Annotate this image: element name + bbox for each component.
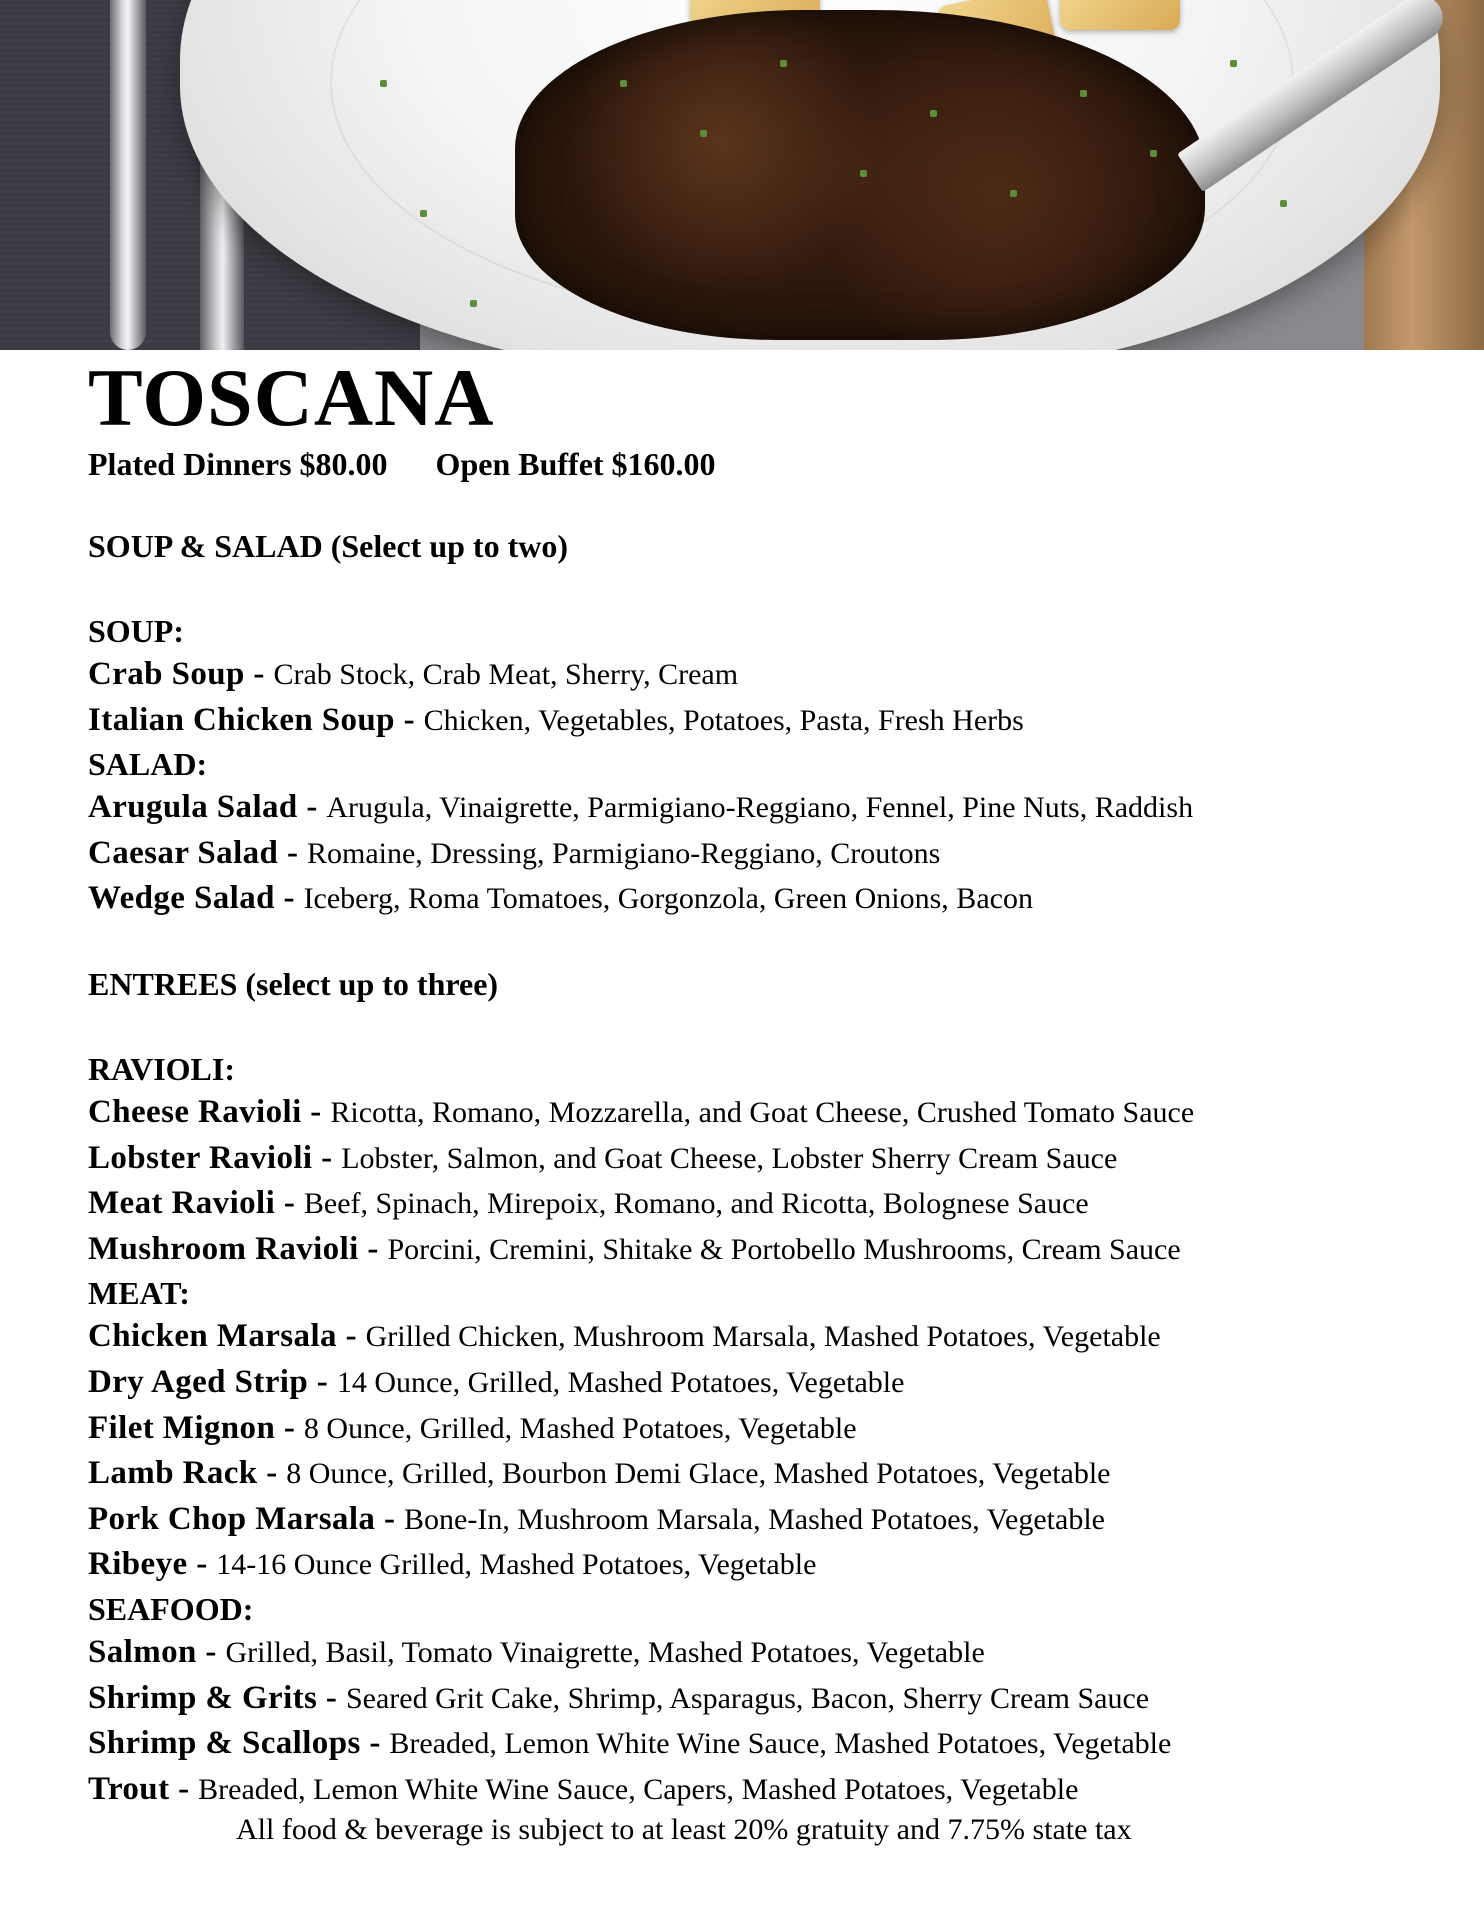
soup-salad-heading: SOUP & SALAD (Select up to two) (88, 528, 568, 564)
menu-item-description: Ricotta, Romano, Mozzarella, and Goat Cheese, Crushed Tomato Sauce (330, 1095, 1195, 1129)
menu-item-separator: - (257, 1455, 287, 1492)
menu-item-description: 8 Ounce, Grilled, Bourbon Demi Glace, Mashed Potatoes, Vegetable (286, 1457, 1111, 1491)
menu-item-separator: - (274, 880, 304, 917)
salad-label: SALAD: (88, 746, 208, 783)
menu-item-description: Breaded, Lemon White Wine Sauce, Mashed Potatoes, Vegetable (389, 1727, 1172, 1761)
menu-item-name: Ribeye (88, 1546, 188, 1583)
menu-item-name: Wedge Salad (88, 880, 275, 917)
menu-item-separator: - (297, 789, 327, 826)
gratuity-note: All food & beverage is subject to at least 20% gratuity and 7.75% state tax (236, 1813, 1132, 1846)
herb (1280, 200, 1287, 207)
menu-item (88, 1090, 1468, 1136)
menu-item-separator: - (312, 1139, 342, 1176)
menu-item (88, 1227, 1468, 1273)
herb (420, 210, 427, 217)
ravioli-label: RAVIOLI: (88, 1050, 235, 1087)
menu-item (88, 1451, 1468, 1497)
menu-item (88, 652, 1468, 698)
menu-item-separator: - (336, 1318, 366, 1355)
seafood-label: SEAFOOD: (88, 1590, 254, 1627)
menu-item-separator: - (187, 1546, 217, 1583)
menu-item (88, 1767, 1468, 1813)
header-photo (0, 0, 1484, 350)
herb (1010, 190, 1017, 197)
menu-item-name: Pork Chop Marsala (88, 1500, 376, 1537)
menu-item-description: Crab Stock, Crab Meat, Sherry, Cream (273, 658, 739, 691)
menu-item (88, 1181, 1468, 1227)
menu-item-separator: - (301, 1093, 331, 1130)
menu-item-description: 14-16 Ounce Grilled, Mashed Potatoes, Vegetable (216, 1548, 817, 1582)
menu-item-name: Salmon (88, 1633, 197, 1670)
menu-item (88, 785, 1468, 831)
menu-item-name: Chicken Marsala (88, 1318, 337, 1355)
menu-item-name: Crab Soup (88, 656, 245, 692)
menu-content (88, 352, 1468, 1812)
menu-item-description: 14 Ounce, Grilled, Mashed Potatoes, Vegetable (336, 1365, 905, 1399)
menu-item-name: Shrimp & Grits (88, 1679, 318, 1716)
herb (470, 300, 477, 307)
soup-label: SOUP: (88, 613, 184, 649)
fork-handle (110, 0, 146, 350)
ravioli-list (88, 1090, 1468, 1272)
menu-item-separator: - (275, 1409, 304, 1446)
menu-item-name: Meat Ravioli (88, 1185, 276, 1222)
meat-label: MEAT: (88, 1275, 190, 1312)
menu-item-name: Mushroom Ravioli (88, 1230, 359, 1267)
menu-item-separator: - (275, 1185, 304, 1222)
menu-item-description: Porcini, Cremini, Shitake & Portobello Mushrooms, Cream Sauce (387, 1232, 1181, 1266)
menu-item-separator: - (308, 1363, 337, 1400)
menu-item-separator: - (360, 1725, 390, 1762)
menu-item (88, 876, 1468, 922)
menu-item-separator: - (244, 656, 274, 692)
menu-item-name: Arugula Salad (88, 789, 298, 826)
menu-item-name: Lobster Ravioli (88, 1139, 313, 1176)
plated-price: Plated Dinners $80.00 (88, 446, 388, 482)
menu-item-separator: - (375, 1500, 405, 1537)
seafood-list (88, 1630, 1468, 1812)
herb (1230, 60, 1237, 67)
menu-item-name: Italian Chicken Soup (88, 701, 395, 738)
menu-item-description: Beef, Spinach, Mirepoix, Romano, and Ricotta, Bolognese Sauce (303, 1187, 1089, 1221)
menu-item (88, 1497, 1468, 1543)
menu-item-description: Arugula, Vinaigrette, Parmigiano-Reggiano, Fennel, Pine Nuts, Raddish (326, 791, 1194, 825)
menu-item-name: Lamb Rack (88, 1455, 258, 1492)
menu-item (88, 1136, 1468, 1182)
salad-list (88, 785, 1468, 922)
menu-item-separator: - (317, 1679, 346, 1716)
menu-item (88, 1676, 1468, 1722)
menu-item (88, 1314, 1468, 1360)
menu-item (88, 831, 1468, 877)
menu-item (88, 1630, 1468, 1676)
menu-item-description: Grilled Chicken, Mushroom Marsala, Mashed Potatoes, Vegetable (365, 1320, 1161, 1354)
menu-item-description: Grilled, Basil, Tomato Vinaigrette, Mashed Potatoes, Vegetable (225, 1635, 985, 1669)
potato (1060, 0, 1180, 30)
menu-item-name: Trout (88, 1770, 170, 1807)
menu-item-name: Filet Mignon (88, 1409, 276, 1446)
menu-item-separator: - (358, 1230, 388, 1267)
menu-item (88, 1721, 1468, 1767)
herb (380, 80, 387, 87)
herb (1080, 90, 1087, 97)
menu-item-separator: - (196, 1633, 226, 1670)
menu-item-name: Cheese Ravioli (88, 1093, 302, 1130)
menu-item-description: Bone-In, Mushroom Marsala, Mashed Potatoes, Vegetable (404, 1502, 1105, 1536)
menu-item-separator: - (169, 1770, 199, 1807)
menu-item-separator: - (394, 701, 424, 738)
menu-item-description: Breaded, Lemon White Wine Sauce, Capers, Mashed Potatoes, Vegetable (198, 1772, 1079, 1806)
menu-item-name: Shrimp & Scallops (88, 1725, 361, 1762)
menu-item-separator: - (278, 834, 307, 871)
price-line (88, 444, 1468, 484)
entrees-heading: ENTREES (select up to three) (88, 965, 499, 1002)
menu-item (88, 1542, 1468, 1588)
herb (860, 170, 867, 177)
restaurant-title: TOSCANA (88, 352, 495, 443)
soup-list (88, 652, 1468, 743)
meat-list (88, 1314, 1468, 1588)
menu-item-description: Romaine, Dressing, Parmigiano-Reggiano, Croutons (307, 836, 941, 870)
menu-item-description: 8 Ounce, Grilled, Mashed Potatoes, Vegetable (303, 1411, 857, 1445)
menu-item (88, 1360, 1468, 1406)
herb (780, 60, 787, 67)
menu-item-description: Lobster, Salmon, and Goat Cheese, Lobster Sherry Cream Sauce (341, 1141, 1118, 1175)
menu-item (88, 698, 1468, 744)
menu-item-description: Iceberg, Roma Tomatoes, Gorgonzola, Green Onions, Bacon (303, 882, 1033, 916)
menu-item-name: Dry Aged Strip (88, 1363, 309, 1400)
herb (620, 80, 627, 87)
buffet-price: Open Buffet $160.00 (435, 446, 716, 482)
menu-item-description: Seared Grit Cake, Shrimp, Asparagus, Bacon, Sherry Cream Sauce (345, 1681, 1150, 1715)
menu-item-description: Chicken, Vegetables, Potatoes, Pasta, Fresh Herbs (423, 703, 1024, 737)
menu-item-name: Caesar Salad (88, 834, 279, 871)
herb (930, 110, 937, 117)
herb (1150, 150, 1157, 157)
herb (700, 130, 707, 137)
menu-item (88, 1406, 1468, 1452)
